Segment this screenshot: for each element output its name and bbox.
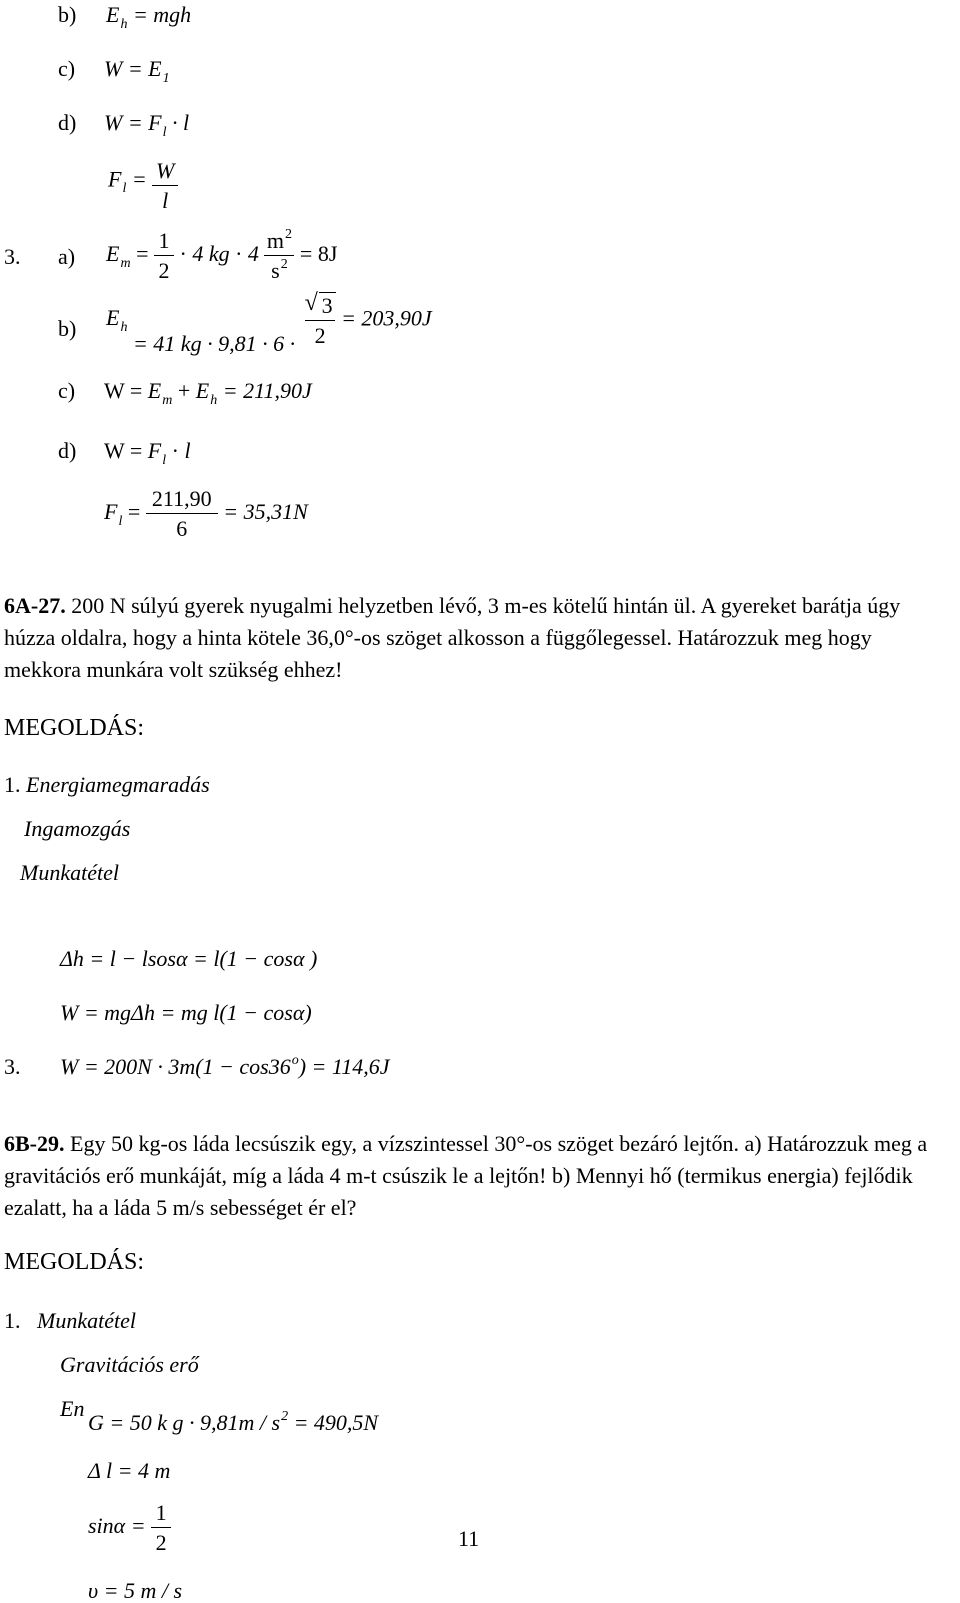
item-c-label: c) bbox=[58, 56, 76, 81]
section3-fl-result: $F_l$ = $\frac{211,90}{6}$ = 35,31N bbox=[104, 486, 308, 542]
section3-b-formula: $E_h = 41$ kg · 9,81 · 6 · √ 3 2 = 203,90J bbox=[106, 290, 432, 357]
solution2-en: En bbox=[60, 1396, 85, 1421]
solution1-eq1: Δh = l − lsosα = l(1 − cosα ) bbox=[60, 946, 318, 971]
section3-d-label: d) bbox=[58, 438, 77, 463]
solution1-step3-num: 3. bbox=[4, 1054, 21, 1079]
section3-a-formula: $E_m$ = $\frac{1}{2}$ · 4 kg · 4 $\frac{m^2}{s^2}$ = 8J bbox=[106, 227, 338, 284]
item-c-formula: $W = E_1$ bbox=[104, 56, 170, 86]
solution1-line2: Ingamozgás bbox=[24, 816, 131, 841]
item-d-formula: $W = F_l \cdot l$ bbox=[104, 110, 190, 140]
fl-formula: $F_l$ = $\frac{W}{l}$ bbox=[108, 158, 178, 214]
item-b-formula: $E_h$ = mgh bbox=[106, 2, 192, 32]
section3-c-label: c) bbox=[58, 378, 76, 403]
solution2-sin: sinα = $\frac{1}{2}$ bbox=[88, 1500, 171, 1556]
solution1-eq3: $W = 200N \cdot 3m(1 - \cos 36^o) = 114,6J$ bbox=[60, 1053, 390, 1079]
solution1-line3: Munkatétel bbox=[20, 860, 119, 885]
solution1-heading: MEGOLDÁS: bbox=[4, 715, 145, 741]
section3-number: 3. bbox=[4, 244, 21, 269]
section3-c-formula: $W = E_m + E_h = 211,90J$ bbox=[104, 378, 312, 408]
solution2-v-partial: υ = 5 m / s bbox=[88, 1578, 183, 1603]
section3-b-label: b) bbox=[58, 316, 77, 341]
solution2-g-eq: G = 50 k $g \cdot 9,81m / s^2 = 490,5N$ bbox=[88, 1409, 379, 1435]
solution2-step1: 1. Munkatétel bbox=[4, 1308, 136, 1333]
section3-d-formula: $W = F_l \cdot l$ bbox=[104, 438, 191, 468]
solution2-dl: Δ l = 4 m bbox=[88, 1458, 171, 1483]
problem-6b29: 6B-29. Egy 50 kg-os láda lecsúszik egy, a vízszintessel 30°-os szöget bezáró lejtőn. a) Határozzuk meg a gravitációs erő munkáját, míg a láda 4 m-t csúszik le a lejtőn! b) Mennyi hő (termikus energia) fejlődik ezalatt, ha a láda 5 m/s sebességet ér el? bbox=[4, 1131, 928, 1220]
item-d-label: d) bbox=[58, 110, 77, 135]
problem-6a27: 6A-27. 200 N súlyú gyerek nyugalmi helyzetben lévő, 3 m-es kötelű hintán ül. A gyereket barátja úgy húzza oldalra, hogy a hinta kötele 36,0°-os szöget alkosson a függőlegessel. Határozzuk meg hogy mekkora munkára volt szükség ehhez! bbox=[4, 593, 901, 682]
solution1-step1: 1. Energiamegmaradás bbox=[4, 772, 210, 797]
solution2-heading: MEGOLDÁS: bbox=[4, 1249, 145, 1275]
solution2-line2: Gravitációs erő bbox=[60, 1352, 199, 1377]
page-number: 11 bbox=[458, 1526, 480, 1551]
section3-a-label: a) bbox=[58, 244, 76, 269]
item-b-label: b) bbox=[58, 2, 77, 27]
solution1-eq2: W = mgΔh = mg l(1 − cosα) bbox=[60, 1000, 312, 1025]
